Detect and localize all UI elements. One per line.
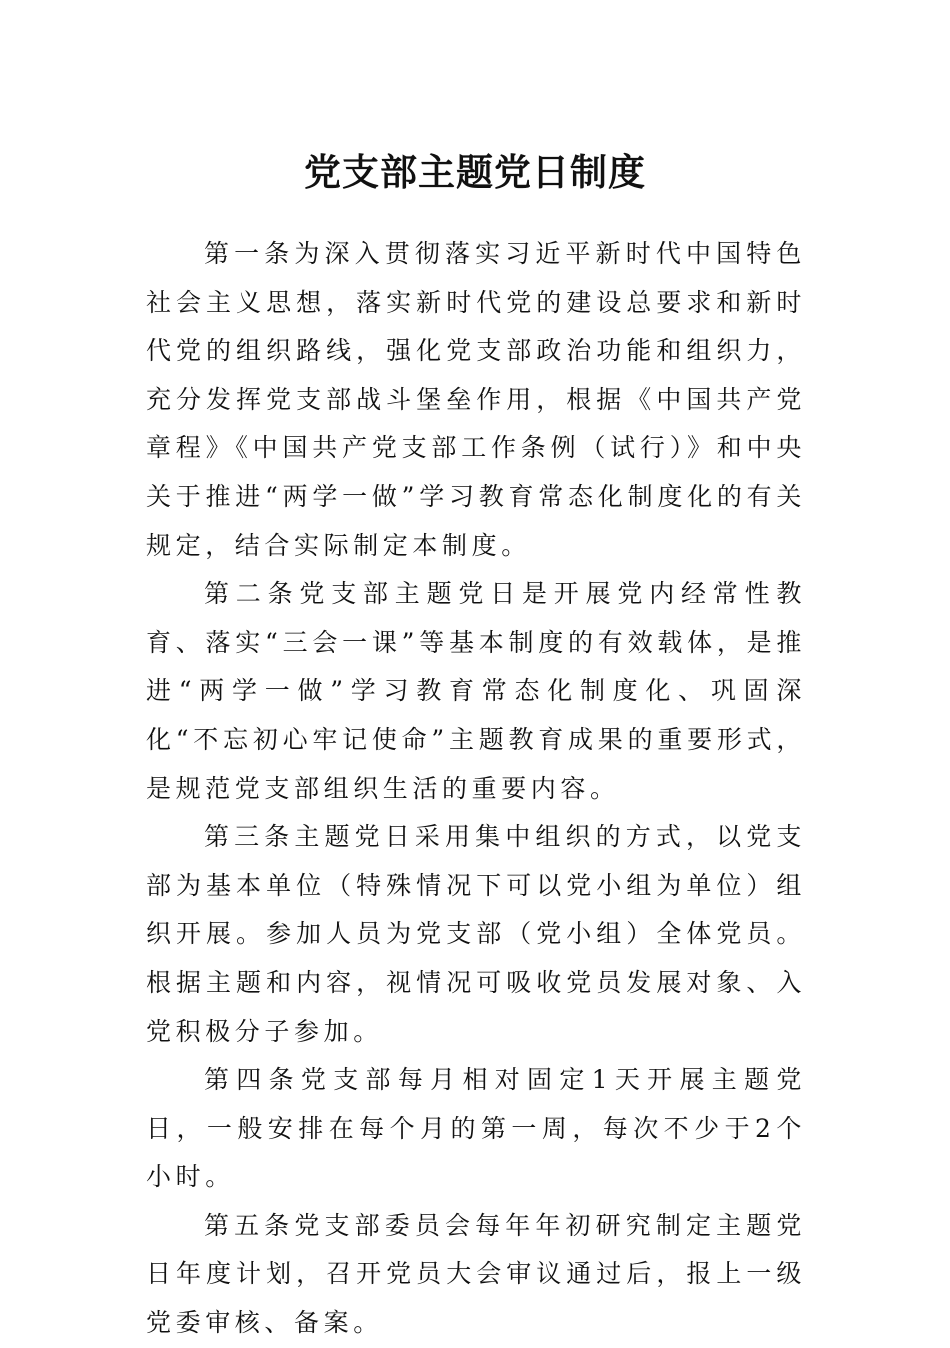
article-3: 第三条主题党日采用集中组织的方式，以党支部为基本单位（特殊情况下可以党小组为单位）组织开展。参加人员为党支部（党小组）全体党员。根据主题和内容，视情况可吸收党员发展对象、入党积极分子参加。 <box>146 822 806 1046</box>
article-1: 第一条为深入贯彻落实习近平新时代中国特色社会主义思想，落实新时代党的建设总要求和新时代党的组织路线，强化党支部政治功能和组织力，充分发挥党支部战斗堡垒作用，根据《中国共产党章程》《中国共产党支部工作条例（试行）》和中央关于推进“两学一做”学习教育常态化制度化的有关规定，结合实际制定本制度。 <box>146 239 806 560</box>
document-body <box>146 230 806 1348</box>
article-5: 第五条党支部委员会每年年初研究制定主题党日年度计划，召开党员大会审议通过后，报上一级党委审核、备案。 <box>146 1210 806 1338</box>
article-4: 第四条党支部每月相对固定1天开展主题党日，一般安排在每个月的第一周，每次不少于2个小时。 <box>146 1065 806 1192</box>
document-title: 党支部主题党日制度 <box>304 150 646 194</box>
article-2: 第二条党支部主题党日是开展党内经常性教育、落实“三会一课”等基本制度的有效载体，是推进“两学一做”学习教育常态化制度化、巩固深化“不忘初心牢记使命”主题教育成果的重要形式，是规范党支部组织生活的重要内容。 <box>146 579 806 803</box>
